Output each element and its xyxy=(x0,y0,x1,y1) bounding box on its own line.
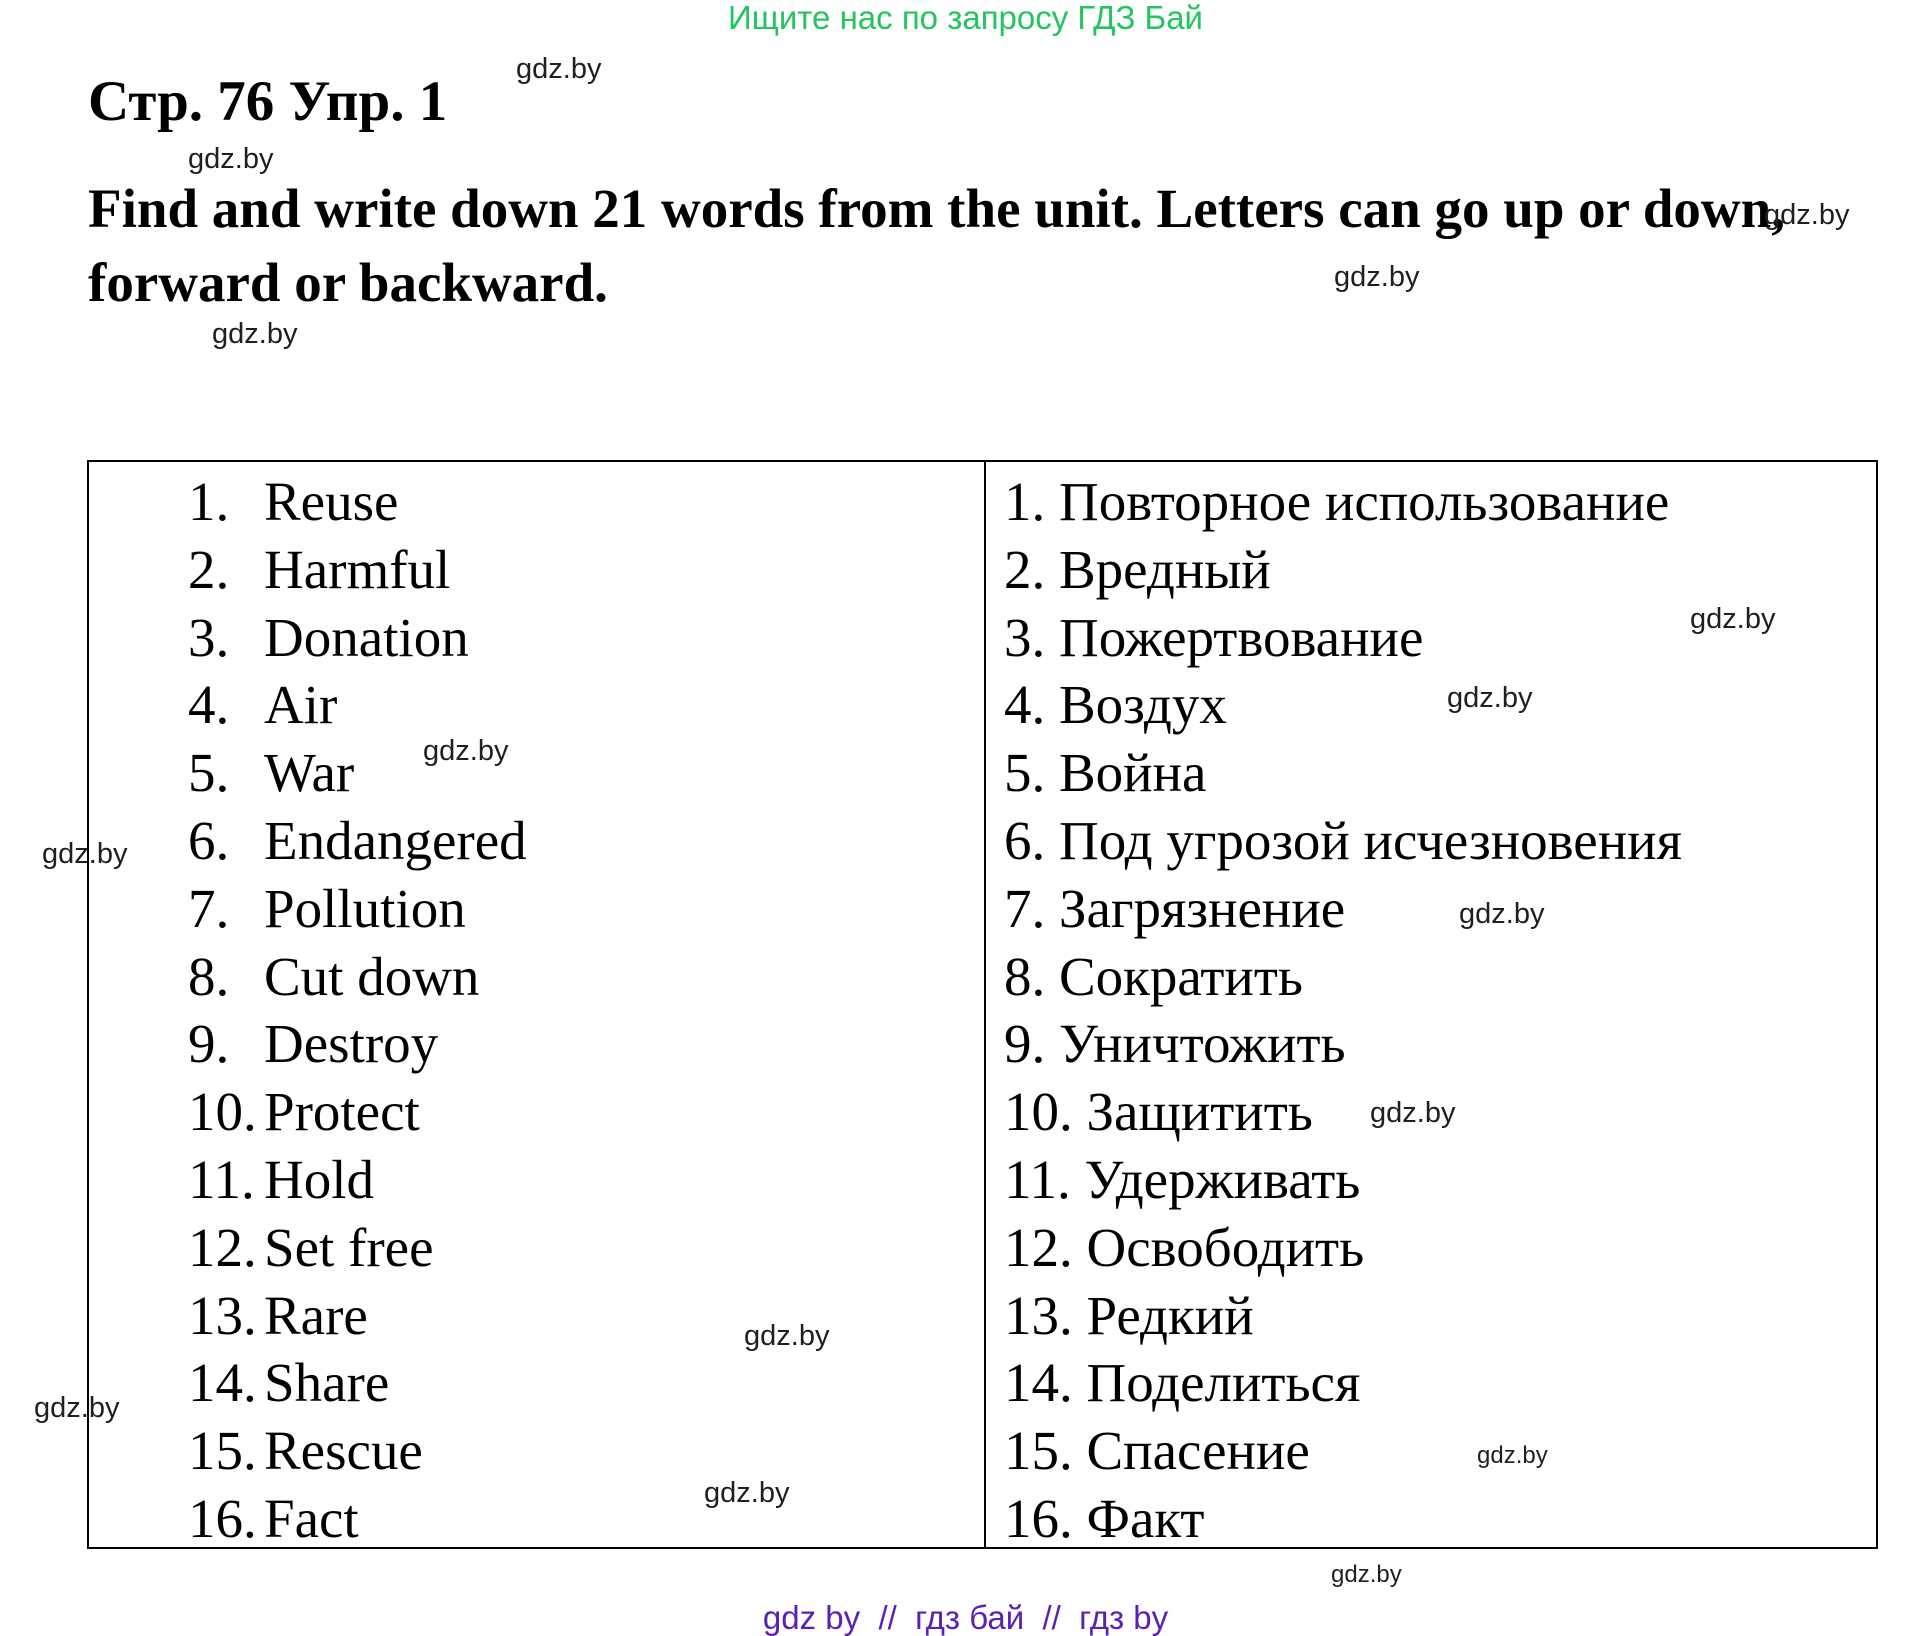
item-number: 3. xyxy=(188,606,230,668)
list-item xyxy=(188,1485,527,1553)
item-word: Rare xyxy=(264,1284,368,1346)
item-word: Rescue xyxy=(264,1420,423,1482)
item-word: War xyxy=(264,742,355,804)
list-item xyxy=(1004,1010,1682,1078)
item-number: 6. xyxy=(1004,809,1046,871)
item-word: Hold xyxy=(264,1148,374,1210)
item-number: 8. xyxy=(188,945,230,1007)
item-number: 5. xyxy=(188,742,230,804)
item-word: Harmful xyxy=(264,538,451,600)
list-item xyxy=(188,468,527,536)
item-number: 15. xyxy=(188,1420,257,1482)
exercise-instructions: Find and write down 21 words from the unit. Letters can go up or down, forward or backward. xyxy=(88,178,1785,313)
search-banner[interactable]: Ищите нас по запросу ГДЗ Бай xyxy=(728,0,1203,36)
item-word: Reuse xyxy=(264,471,399,532)
item-word: Удерживать xyxy=(1084,1148,1361,1210)
list-item xyxy=(188,1146,527,1214)
item-word: Редкий xyxy=(1086,1284,1254,1346)
list-item xyxy=(188,1010,527,1078)
item-word: Пожертвование xyxy=(1059,606,1424,668)
item-word: Загрязнение xyxy=(1059,877,1346,939)
item-word: Воздух xyxy=(1059,674,1227,736)
watermark: gdz.by xyxy=(1459,898,1545,930)
item-number: 6. xyxy=(188,809,230,871)
list-item xyxy=(1004,1282,1682,1350)
item-word: Protect xyxy=(264,1081,420,1143)
item-word: Сократить xyxy=(1059,945,1303,1007)
item-number: 7. xyxy=(1004,877,1046,939)
list-item xyxy=(188,1214,527,1282)
watermark: gdz.by xyxy=(188,143,274,175)
item-number: 1. xyxy=(188,471,230,532)
list-item xyxy=(188,875,527,943)
watermark: gdz.by xyxy=(34,1392,120,1424)
item-number: 14. xyxy=(188,1352,257,1414)
english-word-list xyxy=(188,468,527,1553)
list-item xyxy=(188,604,527,672)
footer-links[interactable]: gdz by // гдз бай // гдз by xyxy=(762,1599,1169,1636)
item-word: Endangered xyxy=(264,809,527,871)
item-word: Война xyxy=(1059,742,1207,804)
item-number: 13. xyxy=(188,1284,257,1346)
item-number: 12. xyxy=(1004,1216,1073,1278)
item-word: Повторное использование xyxy=(1059,471,1670,532)
item-number: 7. xyxy=(188,877,230,939)
list-item xyxy=(1004,604,1682,672)
list-item xyxy=(188,943,527,1011)
list-item xyxy=(1004,875,1682,943)
item-word: Спасение xyxy=(1086,1420,1310,1482)
item-word: Set free xyxy=(264,1216,434,1278)
watermark: gdz.by xyxy=(1764,199,1850,231)
item-word: Факт xyxy=(1086,1487,1205,1549)
vocabulary-table xyxy=(87,460,1878,1549)
item-word: Освободить xyxy=(1086,1216,1365,1278)
item-number: 9. xyxy=(188,1013,230,1075)
item-word: Защитить xyxy=(1086,1081,1313,1143)
list-item xyxy=(1004,739,1682,807)
item-word: Air xyxy=(264,674,338,736)
item-number: 11. xyxy=(1004,1148,1071,1210)
list-item xyxy=(1004,671,1682,739)
list-item xyxy=(1004,468,1682,536)
item-number: 12. xyxy=(188,1216,257,1278)
watermark: gdz.by xyxy=(1334,261,1420,293)
list-item xyxy=(1004,1078,1682,1146)
english-column xyxy=(89,462,986,1547)
list-item xyxy=(1004,1349,1682,1417)
list-item xyxy=(188,807,527,875)
item-number: 16. xyxy=(188,1487,257,1549)
item-number: 16. xyxy=(1004,1487,1073,1549)
item-word: Donation xyxy=(264,606,469,668)
watermark: gdz.by xyxy=(1331,1561,1402,1588)
list-item xyxy=(1004,943,1682,1011)
item-number: 2. xyxy=(1004,538,1046,600)
russian-word-list xyxy=(1004,468,1682,1553)
page-title: Стр. 76 Упр. 1 xyxy=(88,70,448,133)
item-number: 9. xyxy=(1004,1013,1046,1075)
watermark: gdz.by xyxy=(42,838,128,870)
item-number: 11. xyxy=(188,1148,255,1210)
item-word: Cut down xyxy=(264,945,480,1007)
item-word: Под угрозой исчезновения xyxy=(1059,809,1682,871)
watermark: gdz.by xyxy=(1477,1442,1548,1469)
list-item xyxy=(188,1078,527,1146)
item-number: 4. xyxy=(188,674,230,736)
list-item xyxy=(188,536,527,604)
item-word: Уничтожить xyxy=(1059,1013,1346,1075)
watermark: gdz.by xyxy=(744,1320,830,1352)
item-number: 3. xyxy=(1004,606,1046,668)
watermark: gdz.by xyxy=(423,735,509,767)
list-item xyxy=(1004,807,1682,875)
list-item xyxy=(1004,1214,1682,1282)
item-number: 15. xyxy=(1004,1420,1073,1482)
list-item xyxy=(188,671,527,739)
item-word: Destroy xyxy=(264,1013,439,1075)
watermark: gdz.by xyxy=(1370,1097,1456,1129)
item-number: 13. xyxy=(1004,1284,1073,1346)
item-number: 5. xyxy=(1004,742,1046,804)
item-word: Поделиться xyxy=(1086,1352,1361,1414)
item-number: 10. xyxy=(188,1081,257,1143)
item-number: 1. xyxy=(1004,471,1046,532)
list-item xyxy=(1004,1146,1682,1214)
item-number: 8. xyxy=(1004,945,1046,1007)
item-number: 10. xyxy=(1004,1081,1073,1143)
item-word: Share xyxy=(264,1352,390,1414)
list-item xyxy=(188,1349,527,1417)
list-item xyxy=(188,1282,527,1350)
item-number: 14. xyxy=(1004,1352,1073,1414)
list-item xyxy=(1004,536,1682,604)
list-item xyxy=(1004,1485,1682,1553)
watermark: gdz.by xyxy=(212,318,298,350)
item-word: Pollution xyxy=(264,877,466,939)
list-item xyxy=(1004,1417,1682,1485)
watermark: gdz.by xyxy=(516,53,602,85)
watermark: gdz.by xyxy=(1690,603,1776,635)
item-number: 2. xyxy=(188,538,230,600)
item-word: Вредный xyxy=(1059,538,1271,600)
list-item xyxy=(188,1417,527,1485)
watermark: gdz.by xyxy=(704,1477,790,1509)
item-number: 4. xyxy=(1004,674,1046,736)
item-word: Fact xyxy=(264,1487,359,1549)
watermark: gdz.by xyxy=(1447,682,1533,714)
